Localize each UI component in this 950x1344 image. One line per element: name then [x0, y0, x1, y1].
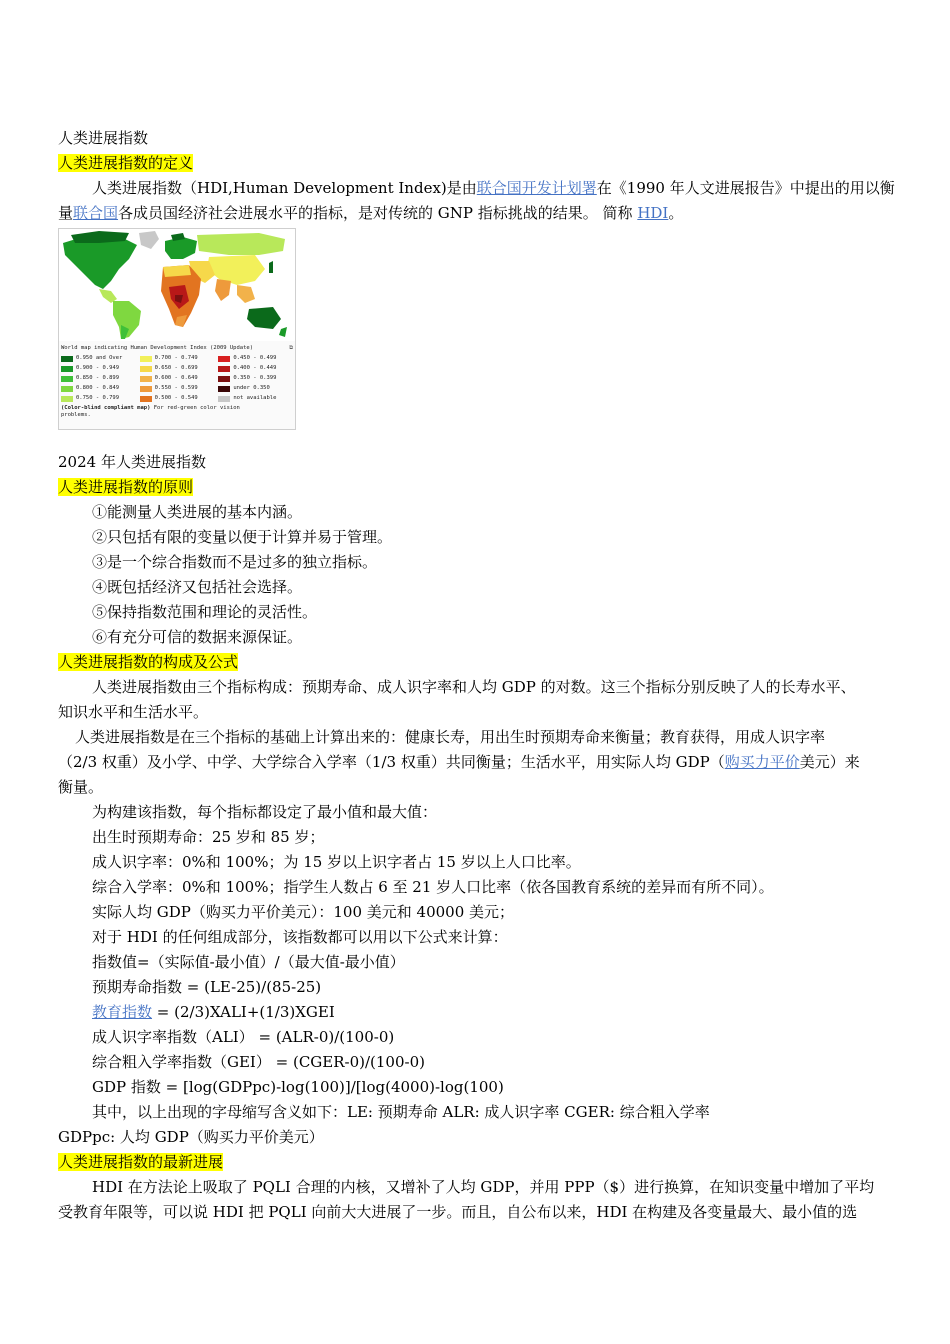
- legend-item: [218, 395, 293, 402]
- composition-line: 预期寿命指数 = (LE-25)/(85-25): [92, 978, 322, 996]
- legend-swatch: [61, 366, 73, 372]
- text-run: = (2/3)XALI+(1/3)XGEI: [152, 1003, 335, 1021]
- composition-p2-line3: 衡量。: [58, 778, 104, 796]
- legend-label: 0.700 - 0.749: [154, 355, 198, 361]
- legend-swatch: [218, 386, 230, 392]
- text-run: 在《1990 年人文进展报告》中提出的用以衡: [596, 179, 895, 197]
- composition-lines: [58, 800, 934, 1000]
- text-run: 各成员国经济社会进展水平的指标，是对传统的 GNP 指标挑战的结果。 简称: [118, 204, 638, 222]
- legend-label: 0.550 - 0.599: [154, 385, 198, 391]
- text-run: 人类进展指数（HDI,Human Development Index)是由: [92, 179, 477, 197]
- legend-swatch: [61, 386, 73, 392]
- text-run: （2/3 权重）及小学、中学、大学综合入学率（1/3 权重）共同衡量；生活水平，用实际人均 GDP（: [58, 753, 725, 771]
- link-united-nations[interactable]: 联合国: [73, 204, 119, 222]
- legend-item: [140, 385, 215, 392]
- legend-label: 0.800 - 0.849: [76, 385, 120, 391]
- legend-item: [218, 375, 293, 382]
- legend-item: [61, 355, 136, 362]
- map-caption: World map indicating Human Development Index (2009 Update): [61, 345, 254, 351]
- definition-paragraph-line1: [58, 176, 934, 201]
- principle-item: ⑥有充分可信的数据来源保证。: [92, 628, 303, 646]
- legend-label: 0.850 - 0.899: [76, 375, 120, 381]
- principle-item: ④既包括经济又包括社会选择。: [92, 578, 303, 596]
- progress-line2: 受教育年限等，可以说 HDI 把 PQLI 向前大大进展了一步。而且，自公布以来，HDI 在构建及各变量最大、最小值的选: [58, 1203, 858, 1221]
- map-note-bold: (Color-blind compliant map): [61, 405, 151, 411]
- map-note: [61, 405, 293, 412]
- composition-line: 其中，以上出现的字母缩写含义如下：LE: 预期寿命 ALR: 成人识字率 CGER: 综合粗入学率: [92, 1103, 710, 1121]
- link-hdi[interactable]: HDI: [637, 204, 669, 222]
- link-ppp[interactable]: 购买力平价: [724, 753, 800, 771]
- hdi-world-map-image: [58, 228, 296, 430]
- abbrev-last-line: GDPpc: 人均 GDP（购买力平价美元）: [58, 1128, 324, 1146]
- heading-definition: 人类进展指数的定义: [58, 154, 194, 172]
- legend-item: [140, 365, 215, 372]
- legend-item: [218, 355, 293, 362]
- legend-label: under 0.350: [233, 385, 270, 391]
- principle-item: ①能测量人类进展的基本内涵。: [92, 503, 303, 521]
- heading-principles: 人类进展指数的原则: [58, 478, 194, 496]
- year-title: 2024 年人类进展指数: [58, 453, 206, 471]
- map-legend: [61, 355, 293, 402]
- legend-label: 0.650 - 0.699: [154, 365, 198, 371]
- legend-item: [140, 355, 215, 362]
- composition-p2-line1: 人类进展指数是在三个指标的基础上计算出来的：健康长寿，用出生时预期寿命来衡量；教育获得，用成人识字率: [75, 728, 826, 746]
- legend-label: 0.600 - 0.649: [154, 375, 198, 381]
- legend-item: [61, 375, 136, 382]
- legend-label: 0.350 - 0.399: [233, 375, 277, 381]
- composition-line: 综合入学率：0%和 100%；指学生人数占 6 至 21 岁人口比率（依各国教育系统的差异而有所不同）。: [92, 878, 774, 896]
- principle-item: ⑤保持指数范围和理论的灵活性。: [92, 603, 318, 621]
- legend-swatch: [61, 396, 73, 402]
- legend-swatch: [140, 376, 152, 382]
- legend-label: 0.750 - 0.799: [76, 395, 120, 401]
- composition-p1-line2: 知识水平和生活水平。: [58, 703, 209, 721]
- progress-line1: HDI 在方法论上吸取了 PQLI 合理的内核，又增补了人均 GDP，并用 PPP（$）进行换算，在知识变量中增加了平均: [92, 1178, 875, 1196]
- composition-p2-line2: [58, 750, 934, 775]
- map-note-rest: For red-green color vision: [150, 405, 240, 411]
- page-title: 人类进展指数: [58, 129, 149, 147]
- legend-swatch: [61, 356, 73, 362]
- composition-line: 对于 HDI 的任何组成部分，该指数都可以用以下公式来计算：: [92, 928, 508, 946]
- composition-line: 综合粗入学率指数（GEI） = (CGER-0)/(100-0): [92, 1053, 425, 1071]
- link-undp[interactable]: 联合国开发计划署: [476, 179, 597, 197]
- legend-item: [61, 395, 136, 402]
- legend-label: not available: [233, 395, 277, 401]
- text-run: 。: [668, 204, 684, 222]
- legend-swatch: [218, 356, 230, 362]
- education-index-line: [58, 1000, 934, 1025]
- composition-line: 成人识字率指数（ALI） = (ALR-0)/(100-0): [92, 1028, 395, 1046]
- legend-swatch: [140, 386, 152, 392]
- legend-swatch: [140, 356, 152, 362]
- composition-line: 指数值=（实际值-最小值）/（最大值-最小值）: [92, 953, 405, 971]
- legend-swatch: [61, 376, 73, 382]
- composition-line: 出生时预期寿命：25 岁和 85 岁；: [92, 828, 325, 846]
- legend-swatch: [140, 396, 152, 402]
- legend-item: [61, 365, 136, 372]
- map-note-line2: problems.: [61, 412, 91, 418]
- definition-paragraph-line2: [58, 201, 934, 226]
- composition-lines-2: [58, 1025, 934, 1125]
- legend-label: 0.400 - 0.449: [233, 365, 277, 371]
- legend-item: [61, 385, 136, 392]
- enlarge-icon[interactable]: ⧉: [289, 345, 293, 351]
- heading-composition: 人类进展指数的构成及公式: [58, 653, 239, 671]
- text-run: 量: [58, 204, 74, 222]
- text-run: 美元）来: [799, 753, 860, 771]
- legend-item: [218, 385, 293, 392]
- principle-item: ②只包括有限的变量以便于计算并易于管理。: [92, 528, 393, 546]
- legend-item: [140, 395, 215, 402]
- composition-line: 成人识字率：0%和 100%；为 15 岁以上识字者占 15 岁以上人口比率。: [92, 853, 581, 871]
- legend-item: [218, 365, 293, 372]
- composition-p1-line1: 人类进展指数由三个指标构成：预期寿命、成人识字率和人均 GDP 的对数。这三个指标分别反映了人的长寿水平、: [92, 678, 856, 696]
- legend-label: 0.500 - 0.549: [154, 395, 198, 401]
- legend-item: [140, 375, 215, 382]
- legend-label: 0.900 - 0.949: [76, 365, 120, 371]
- principles-list: [58, 500, 934, 650]
- composition-line: GDP 指数 = [log(GDPpc)-log(100)]/[log(4000)-log(100): [92, 1078, 504, 1096]
- legend-label: 0.450 - 0.499: [233, 355, 277, 361]
- legend-swatch: [140, 366, 152, 372]
- link-education-index[interactable]: 教育指数: [92, 1003, 153, 1021]
- legend-swatch: [218, 376, 230, 382]
- legend-label: 0.950 and Over: [76, 355, 123, 361]
- map-caption-block: [61, 345, 293, 419]
- document-page: [58, 126, 934, 1225]
- heading-progress: 人类进展指数的最新进展: [58, 1153, 224, 1171]
- legend-swatch: [218, 396, 230, 402]
- composition-line: 为构建该指数，每个指标都设定了最小值和最大值：: [92, 803, 438, 821]
- composition-line: 实际人均 GDP（购买力平价美元）：100 美元和 40000 美元；: [92, 903, 515, 921]
- legend-swatch: [218, 366, 230, 372]
- principle-item: ③是一个综合指数而不是过多的独立指标。: [92, 553, 378, 571]
